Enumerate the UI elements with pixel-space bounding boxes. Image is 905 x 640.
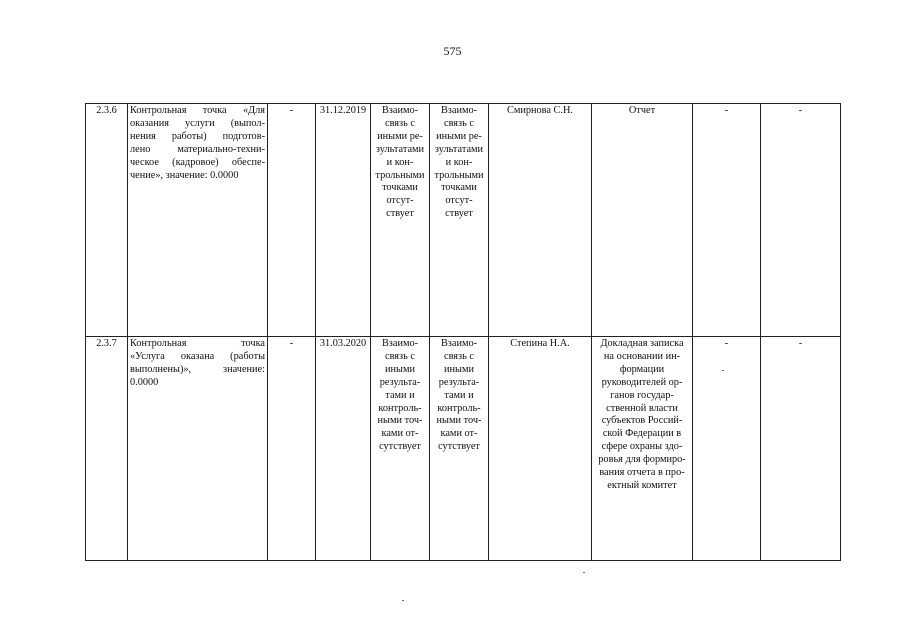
table-row bbox=[86, 104, 841, 337]
responsible-person: Степина Н.А. bbox=[489, 337, 592, 561]
document-type: Докладная записка на основании ин- формации руководителей ор- ганов государ- ственной власти субъектов Россий- ской Федерации в сфере охраны здо- ровья для формиро- вания отчета в про- ектный комитет bbox=[592, 337, 693, 561]
table-row bbox=[86, 337, 841, 561]
extra-cell-1: - bbox=[693, 104, 761, 337]
relation-cell-2: Взаимо- связь с иными ре- зультатами и кон- трольными точками отсут- ствует bbox=[430, 104, 489, 337]
extra-cell-2: - bbox=[761, 104, 841, 337]
start-date-cell: - bbox=[268, 104, 316, 337]
responsible-person: Смирнова С.Н. bbox=[489, 104, 592, 337]
control-points-table bbox=[85, 103, 841, 561]
page-number: 575 bbox=[443, 44, 462, 58]
scan-speck bbox=[583, 572, 585, 573]
control-point-name: Контрольная точка «Услуга оказана (работы выполнены)», значение: 0.0000 bbox=[128, 337, 268, 561]
relation-cell: Взаимо- связь с иными результа- тами и контроль- ными точ- ками от- сутствует bbox=[371, 337, 430, 561]
end-date-cell: 31.03.2020 bbox=[316, 337, 371, 561]
relation-cell: Взаимо- связь с иными ре- зультатами и кон- трольными точками отсут- ствует bbox=[371, 104, 430, 337]
relation-cell-2: Взаимо- связь с иными результа- тами и контроль- ными точ- ками от- сутствует bbox=[430, 337, 489, 561]
document-type: Отчет bbox=[592, 104, 693, 337]
scan-speck bbox=[722, 370, 724, 371]
extra-cell-2: - bbox=[761, 337, 841, 561]
row-number: 2.3.6 bbox=[86, 104, 128, 337]
extra-cell-1: - bbox=[693, 337, 761, 561]
end-date-cell: 31.12.2019 bbox=[316, 104, 371, 337]
control-point-name: Контрольная точка «Для оказания услуги (выпол- нения работы) подготов- лено материально-техни- ческое (кадровое) обеспе- чение», значение: 0.0000 bbox=[128, 104, 268, 337]
row-number: 2.3.7 bbox=[86, 337, 128, 561]
scan-speck bbox=[402, 600, 404, 601]
start-date-cell: - bbox=[268, 337, 316, 561]
